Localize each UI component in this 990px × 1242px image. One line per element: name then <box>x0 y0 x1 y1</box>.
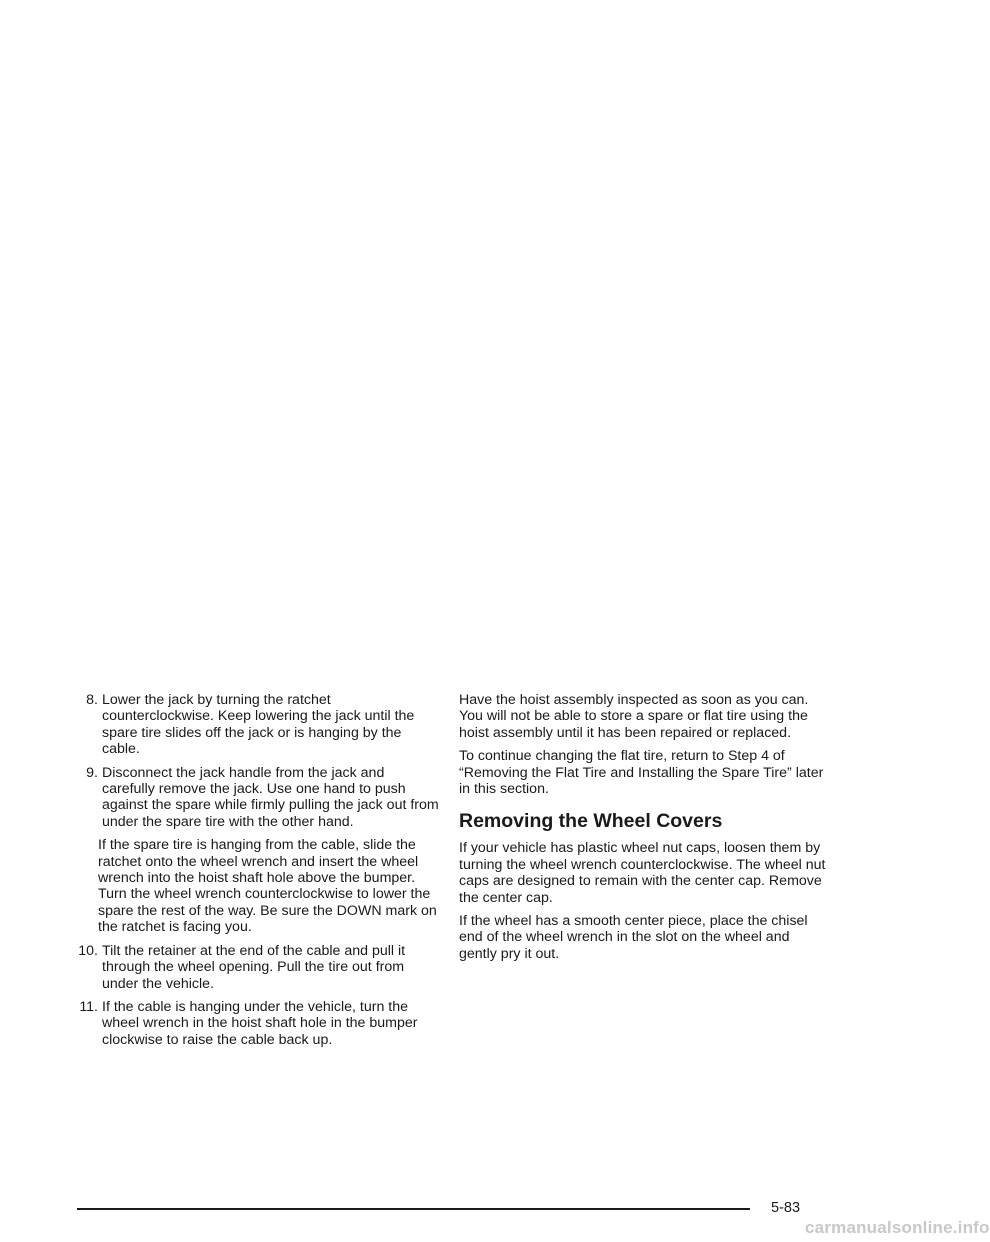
right-column <box>459 692 829 969</box>
step-11 <box>78 999 440 1048</box>
step-number: 10. <box>78 942 98 959</box>
step-text: Lower the jack by turning the ratchet counterclockwise. Keep lowering the jack until the spare tire slides off the jack or is hanging by the cable. <box>102 692 415 758</box>
hoist-inspection-paragraph: Have the hoist assembly inspected as soon as you can. You will not be able to store a spare or flat tire using the hoist assembly until it has been repaired or replaced. <box>459 692 809 741</box>
step-number: 9. <box>86 764 98 781</box>
page-number: 5-83 <box>771 1200 801 1216</box>
watermark: carmanualsonline.info <box>805 1218 990 1237</box>
step-10 <box>78 943 440 992</box>
step-text: If the cable is hanging under the vehicle, turn the wheel wrench in the hoist shaft hole in the bumper clockwise to raise the cable back up. <box>102 998 418 1048</box>
center-piece-paragraph: If the wheel has a smooth center piece, place the chisel end of the wheel wrench in the slot on the wheel and gently pry it out. <box>459 913 808 962</box>
step-9 <box>78 765 440 831</box>
step-number: 11. <box>79 998 98 1015</box>
step-8 <box>78 692 440 758</box>
continue-paragraph: To continue changing the flat tire, return to Step 4 of “Removing the Flat Tire and Installing the Spare Tire” later in this section. <box>459 748 824 798</box>
step-number: 8. <box>86 692 98 708</box>
section-heading: Removing the Wheel Covers <box>459 810 723 833</box>
nut-caps-paragraph: If your vehicle has plastic wheel nut caps, loosen them by turning the wheel wrench counterclockwise. The wheel nut caps are designed to remain with the center cap. Remove the center cap. <box>459 840 826 906</box>
step-9-note: If the spare tire is hanging from the cable, slide the ratchet onto the wheel wrench and insert the wheel wrench into the hoist shaft hole above the bumper. Turn the wheel wrench counterclockwise to lower the spare the rest of the way. Be sure the DOWN mark on the ratchet is facing you. <box>98 837 437 936</box>
left-column <box>78 692 440 1055</box>
step-text: Disconnect the jack handle from the jack and carefully remove the jack. Use one hand to push against the spare while firmly pulling the jack out from under the spare tire with the other hand. <box>102 764 439 830</box>
footer-rule <box>77 1208 750 1210</box>
step-text: Tilt the retainer at the end of the cable and pull it through the wheel opening. Pull the tire out from under the vehicle. <box>102 942 406 992</box>
